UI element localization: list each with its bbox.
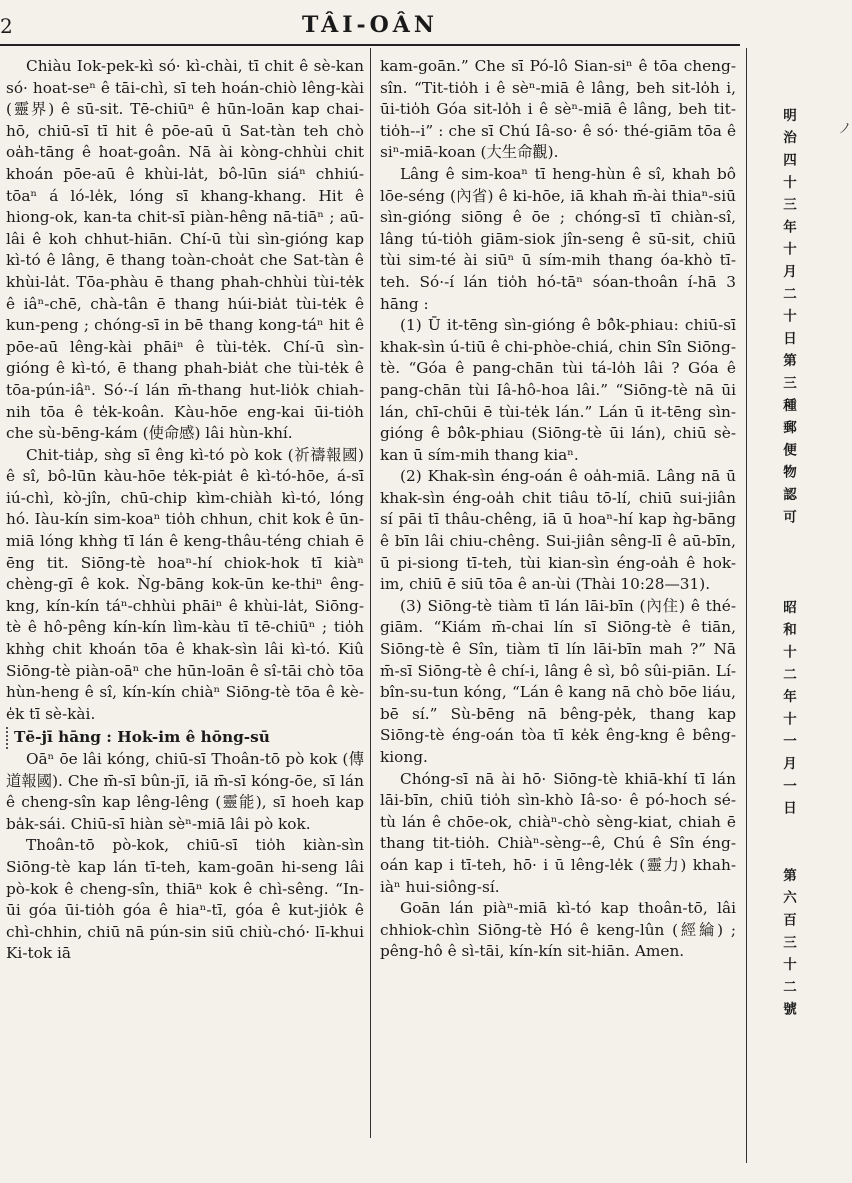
- page-number: 2: [0, 14, 13, 38]
- paragraph: Goān lán piàⁿ-miā kì-tó kap thoân-tō, lâi chhiok-chìn Siōng-tè Hó ê keng-lûn (經綸) ; pêng-hô ê sì-tāi, kín-kín sit-hiān. Amen.: [380, 899, 736, 961]
- right-column: [380, 56, 736, 963]
- paragraph: Chiàu Iok-pek-kì só· kì-chài, tī chit ê sè-kan só· hoat-seⁿ ê tāi-chì, sī teh hoán-chiò lêng-kài (靈界) ê sū-sit. Tē-chiūⁿ ê hūn-loān kap chai-hō, chiū-sī tī hit ê pōe-aū ū Sat-tàn teh chò oa̍h-tāng ê hoat-goân. Nā ài kòng-chhùi chit khoán pōe-aū ê khùi-la̍t, bô-lūn siáⁿ chhiú-tōaⁿ á ló-le̍k, lóng sī khang-khang. Hit ê hiong-ok, kan-ta chit-sī piàn-hêng nā-tiāⁿ ; aū-lâi ê koh chhut-hiān. Chí-ū tùi sìn-gióng kap kì-tó ê lâng, ē thang toàn-choa̍t che Sat-tàn ê khùi-la̍t. Tōa-phàu ē thang phah-chhùi tùi-te̍k ê iâⁿ-chē, chà-tân ē thang húi-bia̍t tùi-te̍k ê kun-peng ; chóng-sī in bē thang kong-táⁿ hit ê pōe-aū lêng-kài phāiⁿ ê tùi-te̍k. Chí-ū sìn-gióng ê kì-tó, ē thang phah-bia̍t che tùi-te̍k ê tōa-pún-iâⁿ. Só·-í lán m̄-thang hut-lio̍k chiah-nih tōa ê te̍k-koân. Kàu-hōe eng-kai ūi-tio̍h che sù-bēng-kám (使命感) lâi hùn-khí.: [6, 57, 364, 443]
- paragraph: Oāⁿ ōe lâi kóng, chiū-sī Thoân-tō pò kok (傳道報國). Che m̄-sī bûn-jī, iā m̄-sī kóng-ōe, sī lán ê cheng-sîn kap lêng-lêng (靈能), sī hoeh kap ba̍k-sái. Chiū-sī hiàn sèⁿ-miā lâi pò kok.: [6, 750, 364, 833]
- paragraph: Lâng ê sim-koaⁿ tī heng-hùn ê sî, khah bô lōe-séng (內省) ê ki-hōe, iā khah m̄-ài thiaⁿ-siū sìn-gióng siōng ê ōe ; chóng-sī tī chiàn-sî, lâng tú-tio̍h giām-siok jîn-seng ê sū-sit, chiū tùi sim-té ài siūⁿ ū sím-mih thang óa-khò tī-teh. Só·-í lán tio̍h hó-tāⁿ sóan-thoân í-hā 3 hāng :: [380, 164, 736, 313]
- left-column: [6, 56, 364, 965]
- issue-date: 昭和十二年十一月一日: [780, 600, 796, 823]
- paragraph: (1) Ū it-tēng sìn-gióng ê bô̍k-phiau: chiū-sī khak-sìn ú-tiū ê chi-phòe-chiá, chin Sîn Siōng-tè. “Góa ê pang-chān tùi tá-lo̍h lâi ? Góa ê pang-chān tùi Iâ-hô-hoa lâi.” “Siōng-tè nā ūi lán, chī-chūi ē tùi-te̍k lán.” Lán ū it-tēng sìn-gióng ê bô̍k-phiau (Siōng-tè ūi lán), chiū sè-kan ū sím-mih thang kiaⁿ.: [380, 316, 736, 464]
- paragraph: Chit-tia̍p, sǹg sī êng kì-tó pò kok (祈禱報國) ê sî, bô-lūn kàu-hōe te̍k-pia̍t ê kì-tó-hōe, á-sī iú-chì, kò-jîn, chū-chip kìm-chiàh kì-tó, lóng hó. Iàu-kín sim-koaⁿ tio̍h chhun, chit kok ê ūn-miā lóng khǹg tī lán ê keng-thâu-téng chiah ē ēng tit. Siōng-tè hoaⁿ-hí chiok-hok tī kiàⁿ chèng-gī ê kok. Ǹg-bāng kok-ūn ke-thiⁿ êng-kng, kín-kín táⁿ-chhùi phāiⁿ ê khùi-la̍t, Siōng-tè ê hô-pêng kín-kín lìm-kàu tī tē-chiūⁿ ; tio̍h khǹg chit khoán tōa ê khak-sìn lâi kì-tó. Kiû Siōng-tè piàn-oāⁿ che hūn-loān ê sî-tāi chò tōa hùn-heng ê sî, kín-kín chiàⁿ Siōng-tè tōa ê kè-e̍k tī sè-kài.: [6, 445, 364, 723]
- paragraph: (3) Siōng-tè tiàm tī lán lāi-bīn (內住) ê thé-giām. “Kiám m̄-chai lín sī Siōng-tè ê tiān, Siōng-tè ê Sîn, tiàm tī lín lāi-bīn mah ?” Nā m̄-sī Siōng-tè ê chí-i, lâng ê sì, bô sûi-piān. Lí-bîn-su-tun kóng, “Lán ê kang nā chò bōe liáu, bē sí.” Sù-bēng nā bêng-pe̍k, thang kap Siōng-tè éng-oán tòa tī ke̍k êng-kng ê bêng-kiong.: [380, 596, 736, 766]
- page-title: TÂI-OÂN: [301, 12, 438, 38]
- section-heading: Tē-jī hāng : Hok-im ê hōng-sū: [6, 727, 364, 749]
- paragraph: Chóng-sī nā ài hō· Siōng-tè khiā-khí tī lán lāi-bīn, chiū tio̍h sìn-khò Iâ-so· ê pó-hoch sé-tù lán ê chōe-ok, chiàⁿ-chò sèng-kiat, chiah ē thang tit-tio̍h. Chiàⁿ-sèng--ê, Chú ê Sîn éng-oán kap i tī-teh, hō· i ū lêng-le̍k (靈力) khah-iàⁿ hui-siông-sí.: [380, 769, 736, 896]
- paragraph: kam-goān.” Che sī Pó-lô Sian-siⁿ ê tōa cheng-sîn. “Tit-tio̍h i ê sèⁿ-miā ê lâng, beh sit-lo̍h i, ūi-tio̍h Góa sit-lo̍h i ê sèⁿ-miā ê lâng, beh tit-tio̍h--i” : che sī Chú Iâ-so· ê só· thé-giām tōa ê siⁿ-miā-koan (大生命觀).: [380, 57, 736, 162]
- issue-number: 第六百三十二號: [780, 868, 796, 1025]
- postal-registration-note: 明治四十三年十月二十日第三種郵便物認可: [780, 108, 796, 532]
- paragraph: (2) Khak-sìn éng-oán ê oa̍h-miā. Lâng nā ū khak-sìn éng-oa̍h chit tiâu tō-lí, chiū sui-jiân sí pāi tī thâu-chêng, iā ū hoaⁿ-hí kap ǹg-bāng ê bīn lâi chiu-chêng. Sui-jiân sêng-lī ê aū-bīn, ū pi-siong tī-teh, tùi kian-sìn éng-oa̍h ê hok-im, chiū ē siū tōa ê an-ùi (Thài 10:28—31).: [380, 467, 736, 594]
- header-rule: [0, 44, 740, 46]
- paragraph: Thoân-tō pò-kok, chiū-sī tio̍h kiàn-sìn Siōng-tè kap lán tī-teh, kam-goān hi-seng lâi pò-kok ê cheng-sîn, thiāⁿ kok ê chì-sêng. “In-ūi góa ūi-tio̍h góa ê hiaⁿ-tī, góa ê kut-jio̍k ê chì-chhin, chiū nā pún-sin siū chiù-chó· lī-khui Ki-tok iā: [6, 836, 364, 963]
- margin-rule: [746, 48, 747, 1163]
- margin-tick: ノ: [838, 121, 852, 137]
- column-divider: [370, 48, 371, 1138]
